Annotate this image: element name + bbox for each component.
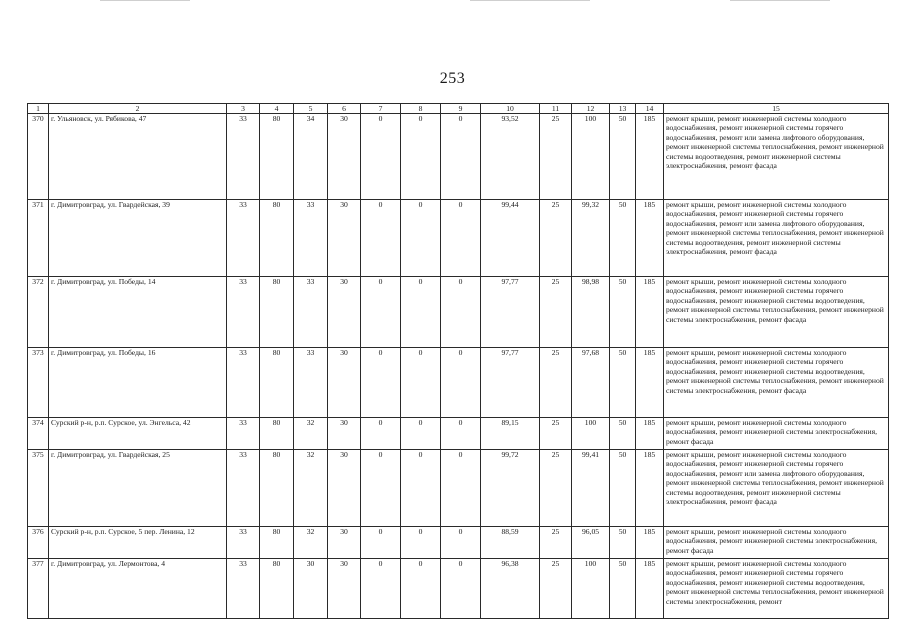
value-cell: 185: [636, 527, 664, 559]
value-cell: 100: [572, 418, 610, 450]
value-cell: 99,41: [572, 450, 610, 527]
column-header: 14: [636, 104, 664, 114]
row-number: 377: [28, 559, 49, 619]
column-header: 13: [610, 104, 636, 114]
value-cell: 25: [540, 418, 572, 450]
value-cell: 25: [540, 114, 572, 200]
value-cell: 97,77: [481, 348, 540, 418]
value-cell: 0: [361, 418, 401, 450]
value-cell: 0: [361, 348, 401, 418]
column-header: 4: [260, 104, 294, 114]
address-cell: г. Димитровград, ул. Победы, 14: [49, 277, 227, 348]
value-cell: 185: [636, 559, 664, 619]
works-cell: ремонт крыши, ремонт инженерной системы холодного водоснабжения, ремонт инженерной системы электроснабжения, ремонт фасада: [664, 527, 889, 559]
value-cell: 0: [401, 200, 441, 277]
row-number: 376: [28, 527, 49, 559]
value-cell: 0: [441, 277, 481, 348]
value-cell: 185: [636, 418, 664, 450]
value-cell: 30: [328, 348, 361, 418]
value-cell: 33: [294, 277, 328, 348]
value-cell: 25: [540, 200, 572, 277]
value-cell: 30: [328, 277, 361, 348]
column-header: 12: [572, 104, 610, 114]
address-cell: Сурский р-н, р.п. Сурское, 5 пер. Ленина, 12: [49, 527, 227, 559]
value-cell: 32: [294, 450, 328, 527]
value-cell: 0: [441, 200, 481, 277]
value-cell: 80: [260, 200, 294, 277]
value-cell: 0: [441, 114, 481, 200]
table-row: [28, 114, 889, 200]
value-cell: 80: [260, 418, 294, 450]
value-cell: 33: [227, 450, 260, 527]
value-cell: 33: [227, 114, 260, 200]
address-cell: г. Димитровград, ул. Лермонтова, 4: [49, 559, 227, 619]
value-cell: 96,38: [481, 559, 540, 619]
value-cell: 185: [636, 200, 664, 277]
address-cell: г. Димитровград, ул. Гвардейская, 25: [49, 450, 227, 527]
value-cell: 50: [610, 559, 636, 619]
value-cell: 30: [328, 418, 361, 450]
value-cell: 80: [260, 527, 294, 559]
value-cell: 0: [401, 277, 441, 348]
row-number: 372: [28, 277, 49, 348]
value-cell: 0: [401, 450, 441, 527]
value-cell: 0: [361, 277, 401, 348]
table-row: [28, 450, 889, 527]
value-cell: 99,72: [481, 450, 540, 527]
value-cell: 99,44: [481, 200, 540, 277]
value-cell: 0: [361, 559, 401, 619]
works-cell: ремонт крыши, ремонт инженерной системы холодного водоснабжения, ремонт инженерной системы электроснабжения, ремонт фасада: [664, 418, 889, 450]
works-cell: ремонт крыши, ремонт инженерной системы холодного водоснабжения, ремонт инженерной системы горячего водоснабжения, ремонт или замена лифтового оборудования, ремонт инженерной системы теплоснабжения, ремонт инженерной системы водоотведения, ремонт инженерной системы электроснабжения, ремонт фасада: [664, 200, 889, 277]
value-cell: 33: [227, 527, 260, 559]
value-cell: 0: [361, 450, 401, 527]
address-cell: г. Ульяновск, ул. Рябикова, 47: [49, 114, 227, 200]
value-cell: 32: [294, 418, 328, 450]
works-cell: ремонт крыши, ремонт инженерной системы холодного водоснабжения, ремонт инженерной системы горячего водоснабжения, ремонт инженерной системы водоотведения, ремонт инженерной системы теплоснабжения, ремонт инженерной системы электроснабжения, ремонт фасада: [664, 348, 889, 418]
value-cell: 97,68: [572, 348, 610, 418]
works-cell: ремонт крыши, ремонт инженерной системы холодного водоснабжения, ремонт инженерной системы горячего водоснабжения, ремонт инженерной системы водоотведения, ремонт инженерной системы теплоснабжения, ремонт инженерной системы электроснабжения, ремонт: [664, 559, 889, 619]
works-cell: ремонт крыши, ремонт инженерной системы холодного водоснабжения, ремонт инженерной системы горячего водоснабжения, ремонт или замена лифтового оборудования, ремонт инженерной системы теплоснабжения, ремонт инженерной системы водоотведения, ремонт инженерной системы электроснабжения, ремонт фасада: [664, 450, 889, 527]
value-cell: 0: [401, 114, 441, 200]
value-cell: 34: [294, 114, 328, 200]
column-header: 15: [664, 104, 889, 114]
row-number: 371: [28, 200, 49, 277]
value-cell: 0: [441, 450, 481, 527]
value-cell: 88,59: [481, 527, 540, 559]
value-cell: 0: [441, 527, 481, 559]
value-cell: 33: [227, 418, 260, 450]
column-header: 7: [361, 104, 401, 114]
value-cell: 25: [540, 559, 572, 619]
value-cell: 99,32: [572, 200, 610, 277]
value-cell: 89,15: [481, 418, 540, 450]
table-row: [28, 559, 889, 619]
value-cell: 25: [540, 277, 572, 348]
value-cell: 0: [401, 418, 441, 450]
value-cell: 80: [260, 559, 294, 619]
address-cell: г. Димитровград, ул. Гвардейская, 39: [49, 200, 227, 277]
value-cell: 30: [328, 527, 361, 559]
table-row: [28, 277, 889, 348]
table-row: [28, 348, 889, 418]
value-cell: 96,05: [572, 527, 610, 559]
table-row: [28, 200, 889, 277]
value-cell: 0: [441, 348, 481, 418]
page-number: 253: [439, 70, 466, 87]
value-cell: 33: [294, 200, 328, 277]
value-cell: 100: [572, 114, 610, 200]
value-cell: 33: [227, 348, 260, 418]
value-cell: 80: [260, 450, 294, 527]
value-cell: 100: [572, 559, 610, 619]
table-row: [28, 527, 889, 559]
address-cell: Сурский р-н, р.п. Сурское, ул. Энгельса, 42: [49, 418, 227, 450]
value-cell: 33: [227, 277, 260, 348]
column-header: 10: [481, 104, 540, 114]
value-cell: 185: [636, 277, 664, 348]
value-cell: 0: [401, 527, 441, 559]
value-cell: 93,52: [481, 114, 540, 200]
value-cell: 185: [636, 450, 664, 527]
row-number: 374: [28, 418, 49, 450]
table-row: [28, 418, 889, 450]
column-header: 6: [328, 104, 361, 114]
value-cell: 0: [401, 559, 441, 619]
value-cell: 30: [294, 559, 328, 619]
column-header: 5: [294, 104, 328, 114]
value-cell: 80: [260, 277, 294, 348]
value-cell: 98,98: [572, 277, 610, 348]
value-cell: 0: [361, 200, 401, 277]
column-header: 8: [401, 104, 441, 114]
works-cell: ремонт крыши, ремонт инженерной системы холодного водоснабжения, ремонт инженерной системы горячего водоснабжения, ремонт или замена лифтового оборудования, ремонт инженерной системы теплоснабжения, ремонт инженерной системы водоотведения, ремонт инженерной системы электроснабжения, ремонт фасада: [664, 114, 889, 200]
value-cell: 25: [540, 348, 572, 418]
column-header: 3: [227, 104, 260, 114]
value-cell: 0: [361, 114, 401, 200]
scan-edge-mark: [100, 0, 190, 1]
value-cell: 185: [636, 348, 664, 418]
housing-repair-table: [27, 103, 889, 619]
value-cell: 25: [540, 450, 572, 527]
value-cell: 32: [294, 527, 328, 559]
value-cell: 50: [610, 418, 636, 450]
column-header: 2: [49, 104, 227, 114]
value-cell: 50: [610, 200, 636, 277]
scan-edge-mark: [730, 0, 830, 1]
value-cell: 33: [294, 348, 328, 418]
value-cell: 0: [361, 527, 401, 559]
value-cell: 0: [441, 559, 481, 619]
value-cell: 25: [540, 527, 572, 559]
column-header: 9: [441, 104, 481, 114]
value-cell: 50: [610, 450, 636, 527]
column-numbers-row: [28, 104, 889, 114]
row-number: 370: [28, 114, 49, 200]
value-cell: 50: [610, 277, 636, 348]
value-cell: 80: [260, 114, 294, 200]
value-cell: 80: [260, 348, 294, 418]
column-header: 11: [540, 104, 572, 114]
value-cell: 97,77: [481, 277, 540, 348]
works-cell: ремонт крыши, ремонт инженерной системы холодного водоснабжения, ремонт инженерной системы горячего водоснабжения, ремонт инженерной системы водоотведения, ремонт инженерной системы теплоснабжения, ремонт инженерной системы электроснабжения, ремонт фасада: [664, 277, 889, 348]
address-cell: г. Димитровград, ул. Победы, 16: [49, 348, 227, 418]
scan-edge-mark: [470, 0, 590, 1]
value-cell: 185: [636, 114, 664, 200]
value-cell: 33: [227, 200, 260, 277]
value-cell: 50: [610, 527, 636, 559]
column-header: 1: [28, 104, 49, 114]
row-number: 375: [28, 450, 49, 527]
value-cell: 30: [328, 559, 361, 619]
value-cell: 50: [610, 348, 636, 418]
value-cell: 30: [328, 200, 361, 277]
value-cell: 33: [227, 559, 260, 619]
value-cell: 30: [328, 114, 361, 200]
value-cell: 0: [441, 418, 481, 450]
value-cell: 0: [401, 348, 441, 418]
row-number: 373: [28, 348, 49, 418]
value-cell: 50: [610, 114, 636, 200]
value-cell: 30: [328, 450, 361, 527]
